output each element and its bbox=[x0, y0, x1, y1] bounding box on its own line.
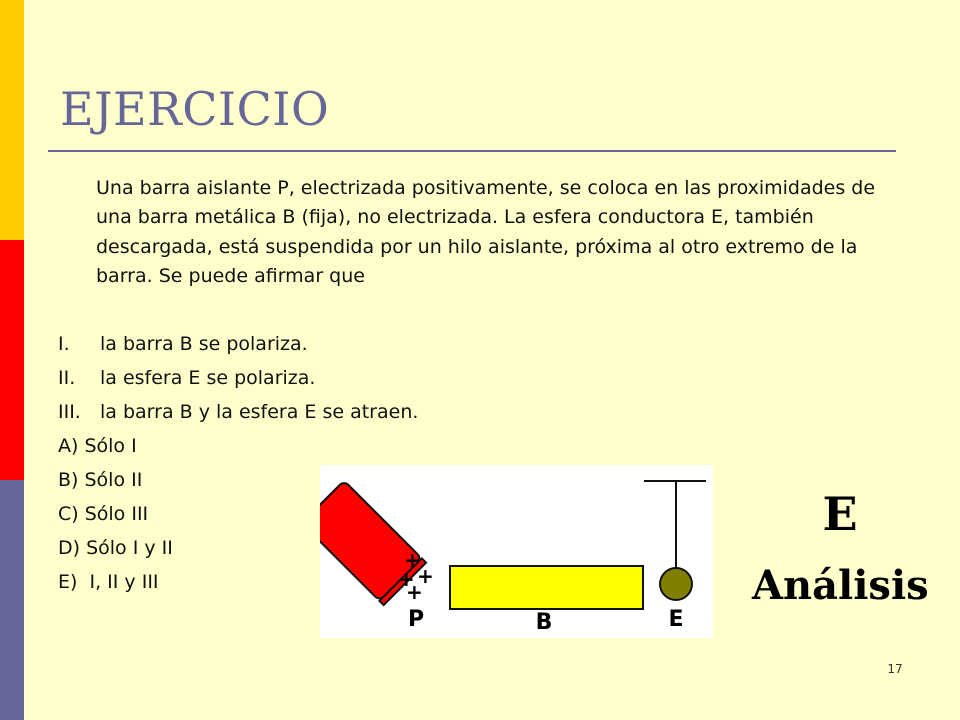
statement-3-number: III. bbox=[58, 401, 81, 423]
positive-charges bbox=[398, 548, 434, 604]
sidebar-red-stripe bbox=[0, 240, 24, 480]
page-number: 17 bbox=[887, 662, 903, 676]
sidebar-yellow-stripe bbox=[0, 0, 24, 240]
label-p: P bbox=[407, 607, 425, 632]
svg-text:+: + bbox=[398, 567, 415, 591]
option-e: E) I, II y III bbox=[58, 571, 159, 593]
option-a: A) Sólo I bbox=[58, 435, 137, 457]
title-divider bbox=[48, 150, 896, 152]
option-b: B) Sólo II bbox=[58, 469, 143, 491]
sphere-e bbox=[660, 568, 692, 600]
statement-1 bbox=[58, 332, 308, 356]
metal-bar-b bbox=[450, 566, 643, 609]
answer-label: Análisis bbox=[752, 562, 929, 609]
statement-3-text: la barra B y la esfera E se atraen. bbox=[100, 401, 419, 423]
label-e: E bbox=[668, 607, 684, 632]
option-d: D) Sólo I y II bbox=[58, 537, 173, 559]
statement-1-number: I. bbox=[58, 333, 70, 355]
statement-2 bbox=[58, 366, 315, 390]
statement-2-text: la esfera E se polariza. bbox=[100, 367, 316, 389]
answer-letter: E bbox=[822, 487, 858, 541]
statement-2-number: II. bbox=[58, 367, 76, 389]
slide-title: EJERCICIO bbox=[60, 82, 330, 136]
svg-text:+: + bbox=[404, 548, 421, 572]
problem-statement: Una barra aislante P, electrizada positivamente, se coloca en las proximidades de una barra metálica B (fija), no electrizada. La esfera conductora E, también descargada, está suspendida por un hilo aislante, próxima al otro extremo de la barra. Se puede afirmar que bbox=[96, 177, 876, 288]
svg-text:+: + bbox=[406, 580, 423, 604]
statement-3 bbox=[58, 400, 418, 424]
polarization-diagram bbox=[320, 465, 713, 638]
sidebar-blue-stripe bbox=[0, 480, 24, 720]
option-c: C) Sólo III bbox=[58, 503, 149, 525]
svg-text:+: + bbox=[417, 564, 434, 588]
label-b: B bbox=[535, 610, 553, 635]
statement-1-text: la barra B se polariza. bbox=[100, 333, 308, 355]
